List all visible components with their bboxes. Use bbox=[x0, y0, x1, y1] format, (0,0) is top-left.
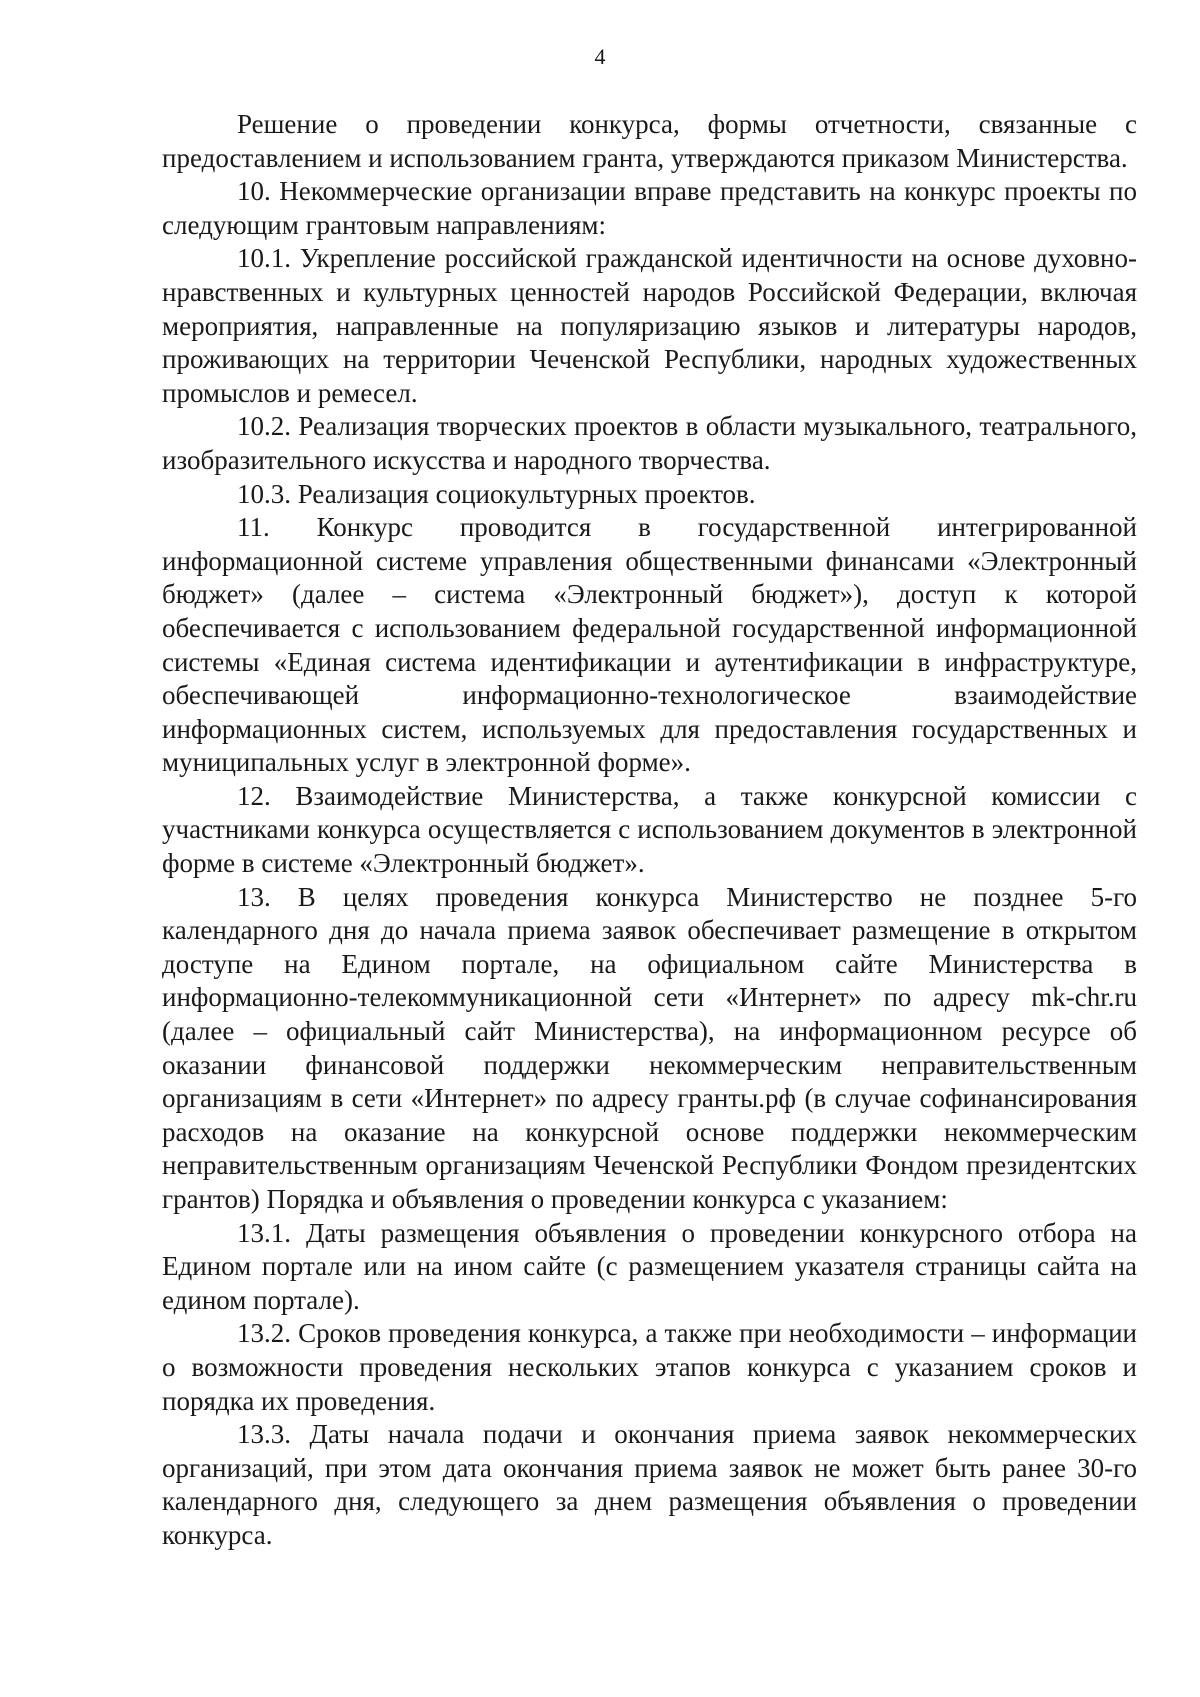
paragraph-intro: Решение о проведении конкурса, формы отчетности, связанные с предоставлением и использованием гранта, утверждаются приказом Министерства. bbox=[162, 109, 1137, 173]
page-number: 4 bbox=[594, 44, 606, 69]
paragraph-10: 10. Некоммерческие организации вправе представить на конкурс проекты по следующим грантовым направлениям: bbox=[162, 176, 1137, 240]
paragraph-10-3: 10.3. Реализация социокультурных проектов. bbox=[237, 478, 756, 509]
paragraph-13-3: 13.3. Даты начала подачи и окончания приема заявок некоммерческих организаций, при этом дата окончания приема заявок не может быть ранее 30-го календарного дня, следующего за днем размещения объявления о проведении конкурса. bbox=[162, 1419, 1137, 1550]
paragraph-13: 13. В целях проведения конкурса Министерство не позднее 5-го календарного дня до начала приема заявок обеспечивает размещение в открытом доступе на Едином портале, на официальном сайте Министерства в информационно-телекоммуникационной сети «Интернет» по адресу mk-chr.ru (далее – официальный сайт Министерства), на информационном ресурсе об оказании финансовой поддержки некоммерческим неправительственным организациям в сети «Интернет» по адресу гранты.рф (в случае софинансирования расходов на оказание на конкурсной основе поддержки некоммерческим неправительственным организациям Чеченской Республики Фондом президентских грантов) Порядка и объявления о проведении конкурса с указанием: bbox=[162, 881, 1137, 1214]
paragraph-12: 12. Взаимодействие Министерства, а также конкурсной комиссии с участниками конкурса осуществляется с использованием документов в электронной форме в системе «Электронный бюджет». bbox=[162, 780, 1137, 879]
document-body bbox=[162, 108, 1137, 1553]
paragraph-10-2: 10.2. Реализация творческих проектов в области музыкального, театрального, изобразительного искусства и народного творчества. bbox=[162, 411, 1137, 475]
paragraph-11: 11. Конкурс проводится в государственной интегрированной информационной системе управления общественными финансами «Электронный бюджет» (далее – система «Электронный бюджет»), доступ к которой обеспечивается с использованием федеральной государственной информационной системы «Единая система идентификации и аутентификации в инфраструктуре, обеспечивающей информационно-технологическое взаимодействие информационных систем, используемых для предоставления государственных и муниципальных услуг в электронной форме». bbox=[162, 512, 1137, 778]
paragraph-13-2: 13.2. Сроков проведения конкурса, а также при необходимости – информации о возможности проведения нескольких этапов конкурса с указанием сроков и порядка их проведения. bbox=[162, 1318, 1137, 1416]
paragraph-10-1: 10.1. Укрепление российской гражданской идентичности на основе духовно-нравственных и культурных ценностей народов Российской Федерации, включая мероприятия, направленные на популяризацию языков и литературы народов, проживающих на территории Чеченской Республики, народных художественных промыслов и ремесел. bbox=[162, 243, 1137, 408]
paragraph-13-1: 13.1. Даты размещения объявления о проведении конкурсного отбора на Едином портале или на ином сайте (с размещением указателя страницы сайта на едином портале). bbox=[162, 1217, 1137, 1315]
